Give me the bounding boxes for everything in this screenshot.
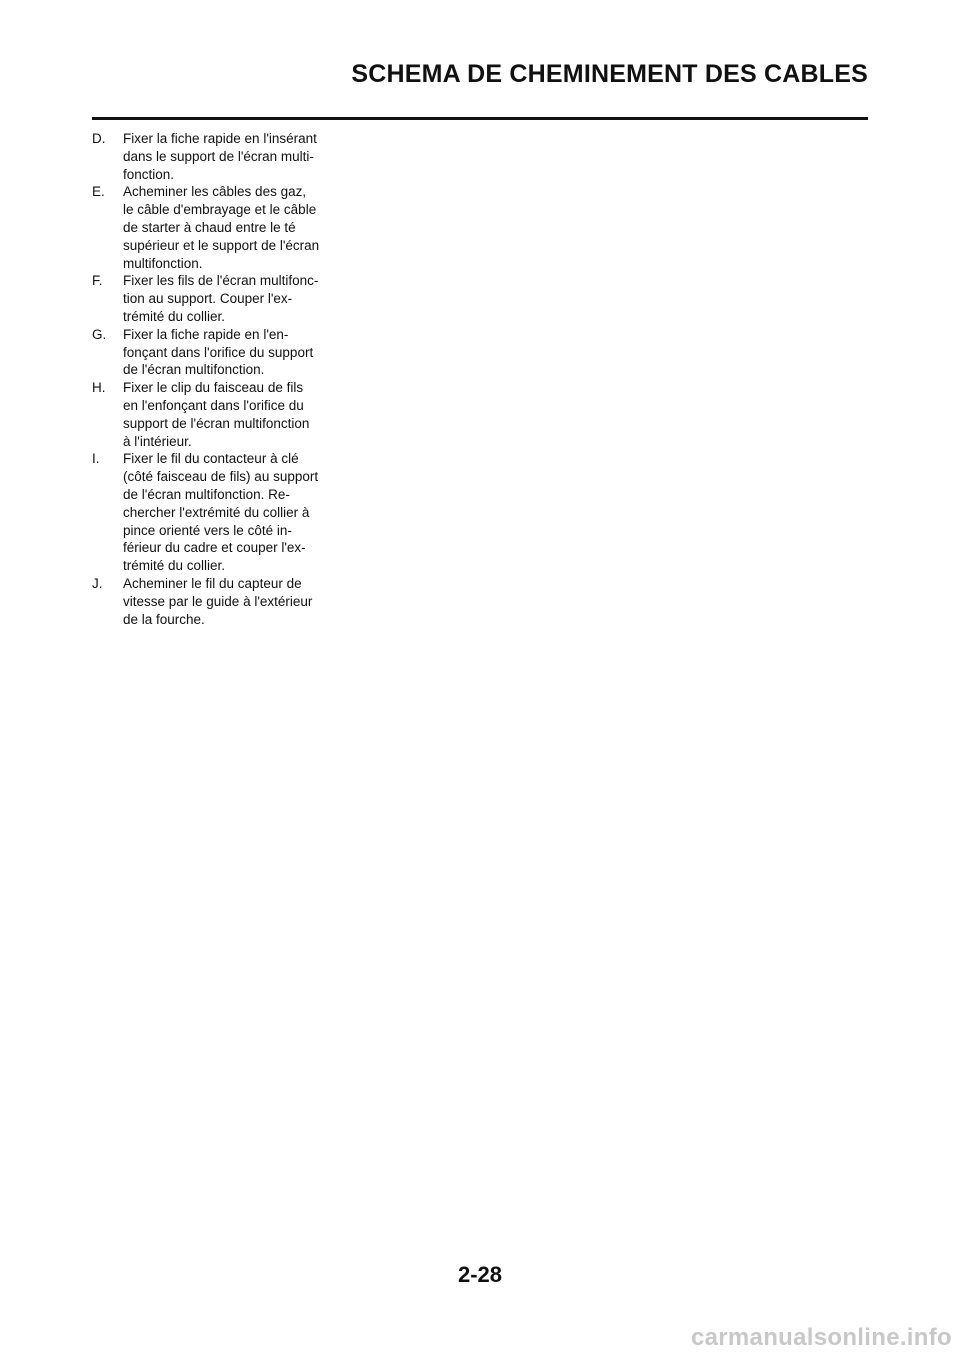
page-number: 2-28 <box>457 1262 503 1287</box>
instruction-text-line: le câble d'embrayage et le câble <box>123 202 317 218</box>
page-header <box>92 58 868 90</box>
instruction-letter: H. <box>92 380 106 396</box>
instruction-text-line: férieur du cadre et couper l'ex- <box>123 540 306 556</box>
instruction-text-line: Fixer la fiche rapide en l'en- <box>123 326 289 342</box>
instruction-text-line: Fixer le fil du contacteur à clé <box>123 451 299 467</box>
instruction-text-line: trémité du collier. <box>123 308 226 324</box>
instruction-text-line: à l'intérieur. <box>123 433 192 449</box>
watermark: carmanualsonline.info <box>690 1324 952 1351</box>
instruction-letter: I. <box>92 451 100 467</box>
instruction-text-line: supérieur et le support de l'écran <box>123 237 320 253</box>
instruction-item <box>92 326 342 379</box>
instruction-text-line: de l'écran multifonction. <box>123 362 265 378</box>
instruction-item <box>92 450 342 575</box>
instruction-text-line: trémité du collier. <box>123 558 226 574</box>
instruction-text-line: tion au support. Couper l'ex- <box>123 291 293 307</box>
instruction-letter: D. <box>92 131 106 146</box>
header-rule <box>92 117 868 120</box>
instruction-letter: G. <box>92 326 107 342</box>
instruction-text-line: Fixer les fils de l'écran multifonc- <box>123 273 319 289</box>
instruction-text-line: vitesse par le guide à l'extérieur <box>123 593 313 609</box>
instruction-text-line: Acheminer le fil du capteur de <box>123 575 302 591</box>
instruction-text-line: de la fourche. <box>123 611 205 627</box>
instruction-item <box>92 272 342 325</box>
instruction-text-line: Fixer le clip du faisceau de fils <box>123 380 304 396</box>
instruction-text-line: (côté faisceau de fils) au support <box>123 469 319 485</box>
instruction-letter: F. <box>92 273 103 289</box>
instruction-text-line: multifonction. <box>123 255 203 271</box>
instruction-item <box>92 575 342 628</box>
page-title: SCHEMA DE CHEMINEMENT DES CABLES <box>351 60 868 88</box>
instruction-text-line: de starter à chaud entre le té <box>123 219 296 235</box>
instruction-text-line: en l'enfonçant dans l'orifice du <box>123 397 304 413</box>
instruction-text-line: support de l'écran multifonction <box>123 415 310 431</box>
instruction-list <box>92 130 342 628</box>
instruction-item <box>92 183 342 272</box>
instruction-text-line: fonction. <box>123 166 175 182</box>
instruction-text-line: de l'écran multifonction. Re- <box>123 486 290 502</box>
instruction-text-line: pince orienté vers le côté in- <box>123 522 292 538</box>
instruction-letter: J. <box>92 575 103 591</box>
instruction-text-line: dans le support de l'écran multi- <box>123 148 314 164</box>
instruction-text-line: Fixer la fiche rapide en l'insérant <box>123 131 317 146</box>
instruction-item <box>92 130 342 183</box>
instruction-text-line: Acheminer les câbles des gaz, <box>123 184 307 200</box>
instruction-item <box>92 379 342 450</box>
instruction-letter: E. <box>92 184 105 200</box>
instruction-text-line: fonçant dans l'orifice du support <box>123 344 314 360</box>
instruction-text-line: chercher l'extrémité du collier à <box>123 504 310 520</box>
